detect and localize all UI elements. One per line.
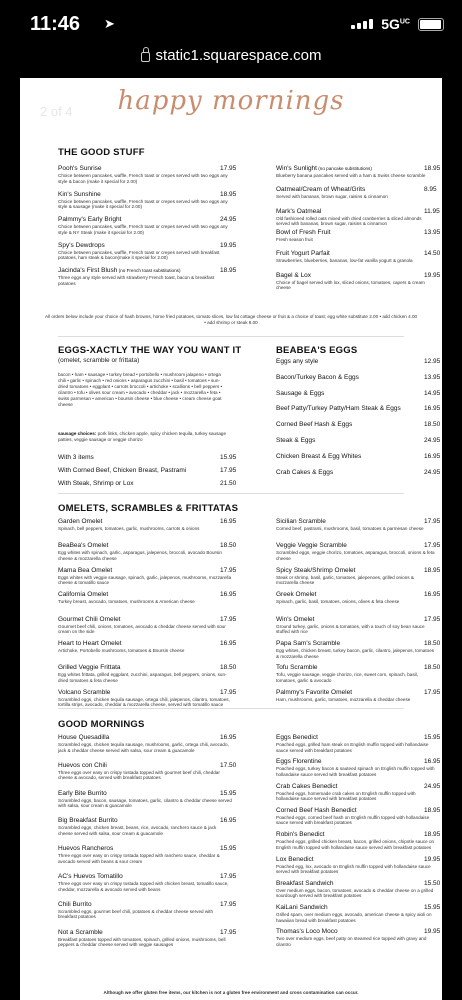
item-description: Served with bananas, brown sugar, raisins & cinnamon bbox=[276, 194, 388, 200]
item-description: Eggs whites with veggie sausage, spinach, garlic, jalepenos, mushrooms, mozzarella cheese & tomatillo sauce bbox=[58, 574, 232, 586]
menu-item bbox=[58, 901, 236, 920]
item-name: Huevos con Chili bbox=[58, 761, 107, 769]
item-name: Fruit Yogurt Parfait bbox=[276, 250, 330, 258]
sausage-text: pork links, chicken apple, spicy chicken tequila, turkey sausage patties, veggie sausage or veggie chorizo bbox=[58, 431, 227, 442]
item-price: 8.95 bbox=[424, 186, 437, 194]
menu-item bbox=[58, 591, 236, 605]
item-price: 14.50 bbox=[424, 250, 441, 258]
item-name: California Omelet bbox=[58, 591, 109, 599]
item-name: Steak & Eggs bbox=[276, 437, 316, 444]
menu-item bbox=[276, 469, 440, 476]
item-price: 18.95 bbox=[424, 566, 441, 574]
menu-item bbox=[276, 390, 440, 397]
item-name: Pooh's Sunrise bbox=[58, 165, 102, 172]
sausage-label: sausage choices: bbox=[58, 431, 97, 436]
item-name: Palmmy's Favorite Omelet bbox=[276, 688, 353, 696]
item-name: Bowl of Fresh Fruit bbox=[276, 228, 331, 236]
item-price: 17.95 bbox=[220, 900, 237, 908]
item-name: Veggie Veggie Scramble bbox=[276, 542, 347, 550]
item-name: AC's Huevos Tomatillo bbox=[58, 873, 123, 880]
divider bbox=[58, 708, 404, 709]
menu-item bbox=[276, 616, 440, 635]
item-price: 24.95 bbox=[424, 437, 441, 444]
menu-item bbox=[276, 229, 440, 243]
menu-item bbox=[58, 191, 236, 210]
menu-item bbox=[58, 873, 236, 892]
item-price: 16.95 bbox=[424, 452, 441, 460]
item-name: Tofu Scramble bbox=[276, 664, 318, 672]
item-description: Over medium eggs, bacon, tomatoes, avocado & cheddar cheese on a grilled sourdough served with breakfast potatoes bbox=[276, 887, 434, 899]
item-price: 18.95 bbox=[220, 190, 237, 198]
item-name: Oatmeal/Cream of Wheat/Grits bbox=[276, 186, 366, 194]
menu-item bbox=[276, 689, 440, 703]
menu-item bbox=[276, 518, 440, 532]
item-name-note: (no pancake substitutions) bbox=[316, 166, 372, 171]
gluten-disclaimer: Although we offer gluten free items, our kitchen is not a gluten free environment and cross contamination can occur. bbox=[103, 990, 359, 995]
item-description: Poached eggs, turkey bacon & sauteed spinach on English muffin topped with hollandaise sauce served with breakfast potatoes bbox=[276, 766, 435, 777]
menu-item bbox=[58, 929, 236, 948]
item-name: Win's Omelet bbox=[276, 615, 315, 623]
menu-item bbox=[276, 591, 440, 605]
item-name: With Corned Beef, Chicken Breast, Pastrami bbox=[58, 467, 187, 474]
item-description: Gourmet beef chili, onions, tomatoes, avocado & cheddar cheese served with sour cream on the side bbox=[58, 623, 226, 635]
menu-item bbox=[276, 640, 440, 659]
item-name: Early Bite Burrito bbox=[58, 789, 107, 797]
item-description: Three eggs any style served with strawberry French toast, bacon & breakfast potatoes bbox=[58, 275, 215, 286]
item-name: Spicy Steak/Shrimp Omelet bbox=[276, 566, 356, 574]
item-name: Palmmy's Early Bright bbox=[58, 216, 122, 223]
item-name: Eggs Florentine bbox=[276, 758, 322, 766]
item-description: Tofu, veggie sausage, veggie chorizo, rice, sweet corn, spinach, basil, tomatoes, garlic & avocado bbox=[276, 672, 418, 683]
menu-item bbox=[276, 421, 440, 428]
item-price: 18.95 bbox=[424, 831, 441, 839]
item-price: 18.50 bbox=[424, 664, 441, 672]
item-description: Scrambled eggs, chicken breast, beans, rice, avocado, ranchero sauce & jack cheese served with salsa, sour cream & guacamole bbox=[58, 825, 217, 836]
menu-item bbox=[58, 480, 236, 487]
item-price: 21.50 bbox=[220, 480, 237, 487]
item-price: 18.50 bbox=[220, 664, 237, 672]
item-price: 24.95 bbox=[424, 468, 441, 476]
item-price: 18.95 bbox=[220, 267, 237, 274]
network-type: $5G^{UC}$ bbox=[381, 16, 410, 32]
page-header: happy mornings bbox=[117, 86, 345, 116]
status-bar bbox=[0, 0, 462, 44]
item-name: Eggs Benedict bbox=[276, 734, 318, 741]
item-name: Huevos Rancheros bbox=[58, 845, 114, 853]
item-name: Mark's Oatmeal bbox=[276, 207, 322, 215]
item-price: 19.95 bbox=[220, 241, 237, 249]
menu-item bbox=[58, 762, 236, 781]
item-description: Poached eggs, grilled ham steak on English muffin topped with hollandaise sauce served with breakfast potatoes bbox=[276, 742, 429, 753]
signal-icon bbox=[351, 19, 373, 29]
item-price: 11.95 bbox=[424, 207, 440, 215]
item-price: 12.95 bbox=[424, 358, 441, 365]
menu-item bbox=[276, 928, 440, 947]
menu-item bbox=[276, 453, 440, 460]
lock-icon bbox=[141, 52, 150, 62]
item-price: 17.95 bbox=[220, 615, 237, 623]
menu-item bbox=[58, 467, 236, 474]
item-description: Two over medium eggs, beef patty on steamed rice topped with gravy and cilantro bbox=[276, 936, 427, 947]
item-name: With Steak, Shrimp or Lox bbox=[58, 480, 134, 487]
menu-item bbox=[58, 542, 236, 561]
item-name: Spy's Dewdrops bbox=[58, 241, 105, 249]
item-price: 17.95 bbox=[220, 467, 237, 474]
item-description: Choice between pancakes, waffle, French toast or crepes served with two eggs any style & bacon (make it special for 2.00) bbox=[58, 173, 228, 184]
item-name: Thomas's Loco Moco bbox=[276, 928, 338, 936]
item-price: 15.50 bbox=[424, 879, 441, 887]
item-price: 17.50 bbox=[220, 761, 237, 769]
item-description: Old fashioned rolled oats mixed with dried cranberries & sliced almonds served with bananas, brown sugar, raisins & cinnamon bbox=[276, 215, 422, 227]
item-price: 24.95 bbox=[220, 216, 237, 223]
item-name-note: (no French toast substitutions) bbox=[117, 268, 181, 273]
item-description: Choice between pancakes, waffle, French toast or crepes served with two eggs any style & sausage (make it special for 2.00) bbox=[58, 198, 228, 210]
menu-item bbox=[276, 734, 440, 753]
item-name: Big Breakfast Burrito bbox=[58, 817, 118, 825]
item-price: 14.95 bbox=[424, 389, 441, 397]
section-title-good-stuff: THE GOOD STUFF bbox=[58, 147, 145, 158]
item-price: 16.95 bbox=[424, 758, 441, 766]
menu-page bbox=[20, 78, 442, 1000]
item-name: Grilled Veggie Frittata bbox=[58, 664, 121, 672]
item-name: Mama Bea Omelet bbox=[58, 566, 113, 574]
eggs-subtitle: (omelet, scramble or frittata) bbox=[58, 357, 140, 364]
item-description: Corned beef, pastrami, mushrooms, basil, tomatoes & parmesan cheese bbox=[276, 526, 424, 531]
menu-item bbox=[58, 734, 236, 753]
menu-item bbox=[276, 783, 440, 802]
item-price: 18.95 bbox=[424, 165, 441, 172]
item-price: 19.95 bbox=[424, 855, 441, 863]
divider bbox=[58, 336, 404, 337]
menu-item bbox=[276, 358, 440, 365]
item-price: 17.95 bbox=[424, 518, 441, 525]
menu-item bbox=[276, 542, 440, 561]
menu-item bbox=[58, 817, 236, 836]
item-description: Egg whites frittata, grilled eggplant, zucchini, asparagus, bell peppers, onions, sun-dried tomatoes & feta cheese bbox=[58, 672, 227, 683]
item-name: Corned Beef Hash Benedict bbox=[276, 806, 357, 814]
menu-item bbox=[58, 689, 236, 708]
url-bar[interactable] bbox=[0, 44, 462, 66]
item-price: 17.95 bbox=[220, 688, 237, 696]
item-description: Poached eggs, corned beef hash on English muffin topped with hollandaise sauce served with breakfast potatoes bbox=[276, 814, 430, 826]
item-price: 16.95 bbox=[220, 640, 237, 647]
item-description: Egg whites with spinach, garlic, asparagus, jalepenos, broccoli, avocado Boursin cheese & mozzarella cheese bbox=[58, 550, 222, 561]
item-description: Turkey breast, avocado, tomatoes, mushrooms & American cheese bbox=[58, 599, 195, 605]
menu-item bbox=[276, 856, 440, 875]
section-title-omelets: OMELETS, SCRAMBLES & FRITTATAS bbox=[58, 503, 239, 514]
item-name: Sicilian Scramble bbox=[276, 518, 326, 525]
item-price: 19.95 bbox=[424, 271, 441, 279]
item-name: Sausage & Eggs bbox=[276, 389, 325, 397]
item-description: Spinach, bell peppers, tomatoes, garlic, mushrooms, carrots & onions bbox=[58, 526, 200, 531]
sausage-choices bbox=[58, 431, 230, 443]
item-name: Bagel & Lox bbox=[276, 271, 312, 279]
menu-item bbox=[58, 845, 236, 864]
status-time: 11:46 bbox=[30, 13, 81, 35]
menu-item bbox=[58, 518, 236, 532]
item-description: Poached eggs, homemade crab cakes on English muffin topped with hollandaise sauce served with breakfast potatoes bbox=[276, 790, 416, 802]
menu-item bbox=[276, 567, 440, 586]
item-description: Breakfast potatoes topped with tomatoes, spinach, grilled onions, mushrooms, bell peppers & cheddar cheese served with veggie sausages bbox=[58, 936, 226, 948]
item-description: Egg whites, chicken breast, turkey bacon, garlic, cilantro, jalepenos, tomatoes & mozzarella cheese bbox=[276, 648, 435, 659]
item-name: Jacinda's First Blush (no French toast substitutions) bbox=[58, 267, 181, 274]
item-name: With 3 items bbox=[58, 454, 94, 461]
section-title-eggs: EGGS-XACTLY THE WAY YOU WANT IT bbox=[58, 345, 242, 356]
options-note: All orders below include your choice of hash browns, home fried potatoes, tomato slices, low fat cottage cheese or fruit & a choice of toast; egg white substitute 2.00 • add chicken 4.00 • add shrimp or steak 8.00 bbox=[44, 314, 418, 325]
menu-item bbox=[58, 664, 236, 683]
item-description: Scrambled eggs, gourmet beef chili, potatoes & cheddar cheese served with breakfast potatoes bbox=[58, 908, 213, 920]
item-description: Choice between pancakes, waffle, French toast or crepes served with two eggs any style & NY Steak (make it special for 2.00) bbox=[58, 224, 228, 235]
menu-item bbox=[58, 640, 236, 654]
menu-item bbox=[276, 186, 440, 200]
section-title-good-mornings: GOOD MORNINGS bbox=[58, 719, 145, 730]
item-description: Poached eggs, grilled chicken breast, bacon, grilled onions, chipotle sauce on English muffin topped with hollandaise sauce served with breakfast potatoes bbox=[276, 839, 435, 850]
item-name: Corned Beef Hash & Eggs bbox=[276, 421, 353, 429]
item-description: Scrambled eggs, chicken tequila sausage, ortega chili, jalepenos, cilantro, tomatoes, tortilla strips, avocado, cheddar & mozzarella cheese, served with tomatillo sauce bbox=[58, 696, 230, 708]
menu-item bbox=[276, 758, 440, 777]
menu-item bbox=[58, 242, 236, 261]
item-price: 17.95 bbox=[220, 873, 237, 880]
item-name: Crab Cakes Benedict bbox=[276, 782, 338, 790]
menu-item bbox=[58, 567, 236, 586]
item-name: Bacon/Turkey Bacon & Eggs bbox=[276, 373, 359, 381]
divider bbox=[58, 493, 404, 494]
page-number: 2 of 4 bbox=[40, 104, 73, 119]
menu-item bbox=[276, 405, 440, 412]
item-name: Greek Omelet bbox=[276, 591, 317, 599]
item-description: Artichoke, Portobello mushrooms, tomatoes & Boursin cheese bbox=[58, 648, 185, 653]
menu-item bbox=[276, 374, 440, 381]
item-name: Kin's Sunshine bbox=[58, 190, 101, 198]
item-description: Strawberries, blueberries, bananas, low-fat vanilla yogurt & granola bbox=[276, 258, 413, 264]
battery-icon bbox=[418, 18, 444, 31]
item-price: 24.95 bbox=[424, 782, 441, 790]
menu-item bbox=[276, 831, 440, 850]
item-name: Robin's Benedict bbox=[276, 831, 325, 839]
item-price: 16.95 bbox=[220, 734, 237, 741]
item-name: Gourmet Chili Omelet bbox=[58, 615, 121, 623]
item-price: 19.95 bbox=[424, 928, 441, 936]
item-name: Lox Benedict bbox=[276, 855, 314, 863]
ingredients-list: bacon • ham • sausage • turkey bread • portobello • mushroom jalapeno • ortega chili • garlic • spinach • red onions • asparagus zucchini • basil • tomatoes • sun-dried tomatoes • eggplant • carrots broccoli • artichoke • scallions • bell peppers • cilantro • tofu • olives sour cream • avocado • cheddar • jack • mozzarella • feta • swiss parmesan • american • boursin cheese • blue cheese • cream cheese goat cheese bbox=[58, 372, 223, 407]
item-description: Three eggs over easy on crispy tostada topped with gourmet beef chili, cheddar cheese & avocado, served with breakfast potatoes bbox=[58, 769, 220, 781]
item-price: 17.95 bbox=[424, 688, 441, 696]
item-description: Three eggs over easy on crispy tostada topped with ranchero sauce, cheddar & avocado served with beans & sour cream bbox=[58, 853, 220, 864]
item-description: Ham, mushrooms, garlic, tomatoes, mozzarella & cheddar cheese bbox=[276, 696, 411, 702]
item-name: Heart to Heart Omelet bbox=[58, 640, 122, 647]
item-price: 13.95 bbox=[424, 373, 441, 381]
menu-item bbox=[58, 790, 236, 809]
item-description: Scrambled eggs, chicken tequila sausage, mushrooms, garlic, ortega chili, avocado, jack & cheddar cheese served with salsa, sour cream & guacamole bbox=[58, 742, 229, 753]
item-description: Steak or shrimp, basil, garlic, tomatoes, jalepenoes, grilled onions & mozzarella cheese bbox=[276, 574, 414, 586]
menu-item bbox=[276, 880, 440, 899]
item-price: 18.50 bbox=[424, 421, 441, 429]
item-name: House Quesadilla bbox=[58, 734, 110, 741]
menu-item bbox=[58, 616, 236, 635]
menu-item bbox=[276, 664, 440, 683]
item-name: Chili Burrito bbox=[58, 900, 92, 908]
item-price: 16.95 bbox=[424, 405, 441, 413]
menu-item bbox=[276, 904, 440, 923]
item-name: Papa Sam's Scramble bbox=[276, 640, 341, 647]
status-right bbox=[351, 16, 444, 32]
item-price: 15.95 bbox=[424, 734, 441, 741]
url-text: static1.squarespace.com bbox=[155, 46, 322, 64]
item-price: 16.95 bbox=[220, 817, 237, 825]
item-description: Three eggs over easy on crispy tostada topped with chicken breast, tomatillo sauce, cheddar, mozzarella & avocado served with beans bbox=[58, 881, 229, 892]
item-name: KaiLani Sandwich bbox=[276, 904, 328, 912]
item-description: Fresh season fruit bbox=[276, 236, 313, 242]
item-description: Blueberry banana pancakes served with a ham & Swiss cheese scramble bbox=[276, 173, 426, 178]
menu-item bbox=[58, 216, 236, 235]
item-price: 17.95 bbox=[424, 615, 441, 623]
location-arrow-icon: ➤ bbox=[104, 16, 115, 31]
item-description: Spinach, garlic, basil, tomatoes, onions, olives & feta cheese bbox=[276, 599, 400, 605]
item-description: Scrambled eggs, bacon, sausage, tomatoes, garlic, cilantro & cheddar cheese served with salsa, sour cream & guacamole bbox=[58, 797, 232, 809]
menu-item bbox=[58, 267, 236, 286]
item-name: Garden Omelet bbox=[58, 518, 103, 525]
item-price: 15.95 bbox=[220, 789, 237, 797]
item-description: Scrambled eggs, veggie chorizo, tomatoes, asparagus, broccoli, onions & feta cheese bbox=[276, 550, 435, 561]
item-description: Choice of bagel served with lox, sliced onions, tomatoes, capers & cream cheese bbox=[276, 279, 425, 291]
item-price: 15.95 bbox=[424, 904, 441, 912]
item-price: 15.95 bbox=[220, 454, 237, 461]
item-price: 15.95 bbox=[220, 845, 237, 853]
item-price: 13.95 bbox=[424, 228, 441, 236]
item-price: 16.95 bbox=[220, 591, 237, 599]
menu-item bbox=[276, 208, 440, 227]
item-description: Choice between pancakes, waffle, French toast or crepes served with breakfast potatoes, ham steak & bacon(make it special for 2.00) bbox=[58, 249, 220, 261]
item-price: 17.95 bbox=[424, 542, 441, 550]
item-price: 17.95 bbox=[220, 566, 237, 574]
item-name: Crab Cakes & Eggs bbox=[276, 468, 334, 476]
item-name: Eggs any style bbox=[276, 358, 319, 365]
item-name: Volcano Scramble bbox=[58, 688, 111, 696]
item-price: 16.95 bbox=[424, 591, 441, 599]
item-price: 18.50 bbox=[424, 640, 441, 647]
menu-item bbox=[276, 165, 440, 179]
menu-item bbox=[276, 807, 440, 826]
item-price: 18.95 bbox=[424, 806, 441, 814]
item-name: Beef Patty/Turkey Patty/Ham Steak & Eggs bbox=[276, 405, 401, 413]
menu-item bbox=[276, 250, 440, 264]
menu-item bbox=[58, 454, 236, 461]
item-description: Ground turkey, garlic, onions & tomatoes, with a touch of soy bean sauce stuffed with rice bbox=[276, 623, 425, 635]
menu-item bbox=[58, 165, 236, 184]
menu-item bbox=[276, 272, 440, 291]
item-description: Poached egg, lox, avocado on English muffin topped with hollandaise sauce served with breakfast potatoes bbox=[276, 863, 431, 875]
item-price: 18.50 bbox=[220, 542, 237, 550]
item-price: 16.95 bbox=[220, 518, 237, 525]
item-name: Breakfast Sandwich bbox=[276, 879, 334, 887]
item-name: Chicken Breast & Egg Whites bbox=[276, 452, 362, 460]
item-name: Not a Scramble bbox=[58, 928, 103, 936]
section-title-beabea: BEABEA'S EGGS bbox=[276, 345, 358, 356]
item-price: 17.95 bbox=[220, 165, 237, 172]
item-price: 17.95 bbox=[220, 928, 237, 936]
item-name: BeaBea's Omelet bbox=[58, 542, 109, 550]
item-description: Grilled spam, over medium eggs, avocado, american cheese & spicy aioli on hawaiian bread with breakfast potatoes bbox=[276, 912, 432, 923]
item-name: Win's Sunlight (no pancake substitutions) bbox=[276, 165, 372, 172]
menu-item bbox=[276, 437, 440, 444]
